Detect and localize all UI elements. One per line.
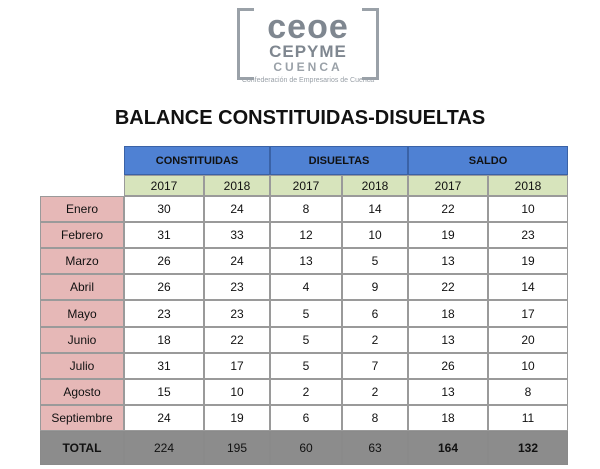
table-cell: 23 xyxy=(204,300,270,327)
table-cell: 2 xyxy=(342,379,408,405)
table-cell: 18 xyxy=(124,327,204,353)
logo-line-1: ceoe xyxy=(267,8,349,46)
month-label: Abril xyxy=(40,274,124,300)
total-cell: 195 xyxy=(204,431,270,465)
table-cell: 17 xyxy=(204,353,270,379)
table-cell: 23 xyxy=(488,222,568,248)
table-cell: 26 xyxy=(124,274,204,300)
table-cell: 14 xyxy=(342,196,408,222)
table-cell: 10 xyxy=(204,379,270,405)
month-label: Agosto xyxy=(40,379,124,405)
table-cell: 13 xyxy=(408,379,488,405)
month-label: Mayo xyxy=(40,300,124,327)
total-cell: 132 xyxy=(488,431,568,465)
table-cell: 18 xyxy=(408,405,488,431)
table-cell: 4 xyxy=(270,274,342,300)
logo-line-2: CEPYME xyxy=(269,42,347,61)
table-cell: 15 xyxy=(124,379,204,405)
table-cell: 14 xyxy=(488,274,568,300)
total-label: TOTAL xyxy=(40,431,124,465)
column-group-header: SALDO xyxy=(408,146,568,175)
table-cell: 33 xyxy=(204,222,270,248)
table-cell: 11 xyxy=(488,405,568,431)
month-label: Junio xyxy=(40,327,124,353)
column-group-header: DISUELTAS xyxy=(270,146,408,175)
column-group-header: CONSTITUIDAS xyxy=(124,146,270,175)
table-cell: 6 xyxy=(342,300,408,327)
table-cell: 9 xyxy=(342,274,408,300)
table-cell: 22 xyxy=(408,196,488,222)
table-cell: 19 xyxy=(204,405,270,431)
table-cell: 20 xyxy=(488,327,568,353)
table-cell: 2 xyxy=(270,379,342,405)
table-cell: 7 xyxy=(342,353,408,379)
month-label: Septiembre xyxy=(40,405,124,431)
page-title: BALANCE CONSTITUIDAS-DISUELTAS xyxy=(114,107,486,129)
table-cell: 17 xyxy=(488,300,568,327)
year-header: 2017 xyxy=(270,175,342,196)
table-cell: 22 xyxy=(204,327,270,353)
table-cell: 22 xyxy=(408,274,488,300)
table-cell: 12 xyxy=(270,222,342,248)
year-header: 2018 xyxy=(342,175,408,196)
table-cell: 6 xyxy=(270,405,342,431)
table-cell: 5 xyxy=(270,327,342,353)
logo-line-4: Confederación de Empresarios de Cuenca xyxy=(241,77,375,84)
table-cell: 10 xyxy=(488,353,568,379)
total-cell: 224 xyxy=(124,431,204,465)
table-cell: 24 xyxy=(204,196,270,222)
table-cell: 23 xyxy=(204,274,270,300)
month-label: Marzo xyxy=(40,248,124,274)
table-cell: 10 xyxy=(488,196,568,222)
year-header: 2018 xyxy=(488,175,568,196)
table-cell: 26 xyxy=(124,248,204,274)
ceoe-cepyme-logo xyxy=(233,6,383,86)
table-cell: 8 xyxy=(488,379,568,405)
table-cell: 5 xyxy=(342,248,408,274)
total-cell: 164 xyxy=(408,431,488,465)
table-cell: 30 xyxy=(124,196,204,222)
month-label: Julio xyxy=(40,353,124,379)
table-cell: 10 xyxy=(342,222,408,248)
total-cell: 60 xyxy=(270,431,342,465)
table-cell: 8 xyxy=(342,405,408,431)
table-cell: 19 xyxy=(408,222,488,248)
year-header: 2017 xyxy=(408,175,488,196)
table-cell: 13 xyxy=(270,248,342,274)
table-cell: 24 xyxy=(124,405,204,431)
year-header: 2018 xyxy=(204,175,270,196)
table-cell: 24 xyxy=(204,248,270,274)
total-cell: 63 xyxy=(342,431,408,465)
table-cell: 31 xyxy=(124,222,204,248)
table-cell: 13 xyxy=(408,248,488,274)
table-cell: 13 xyxy=(408,327,488,353)
year-header: 2017 xyxy=(124,175,204,196)
table-cell: 31 xyxy=(124,353,204,379)
logo-line-3: CUENCA xyxy=(273,60,343,74)
table-cell: 5 xyxy=(270,300,342,327)
table-cell: 26 xyxy=(408,353,488,379)
table-cell: 19 xyxy=(488,248,568,274)
table-cell: 23 xyxy=(124,300,204,327)
table-cell: 8 xyxy=(270,196,342,222)
table-cell: 2 xyxy=(342,327,408,353)
table-cell: 18 xyxy=(408,300,488,327)
month-label: Enero xyxy=(40,196,124,222)
month-label: Febrero xyxy=(40,222,124,248)
table-cell: 5 xyxy=(270,353,342,379)
